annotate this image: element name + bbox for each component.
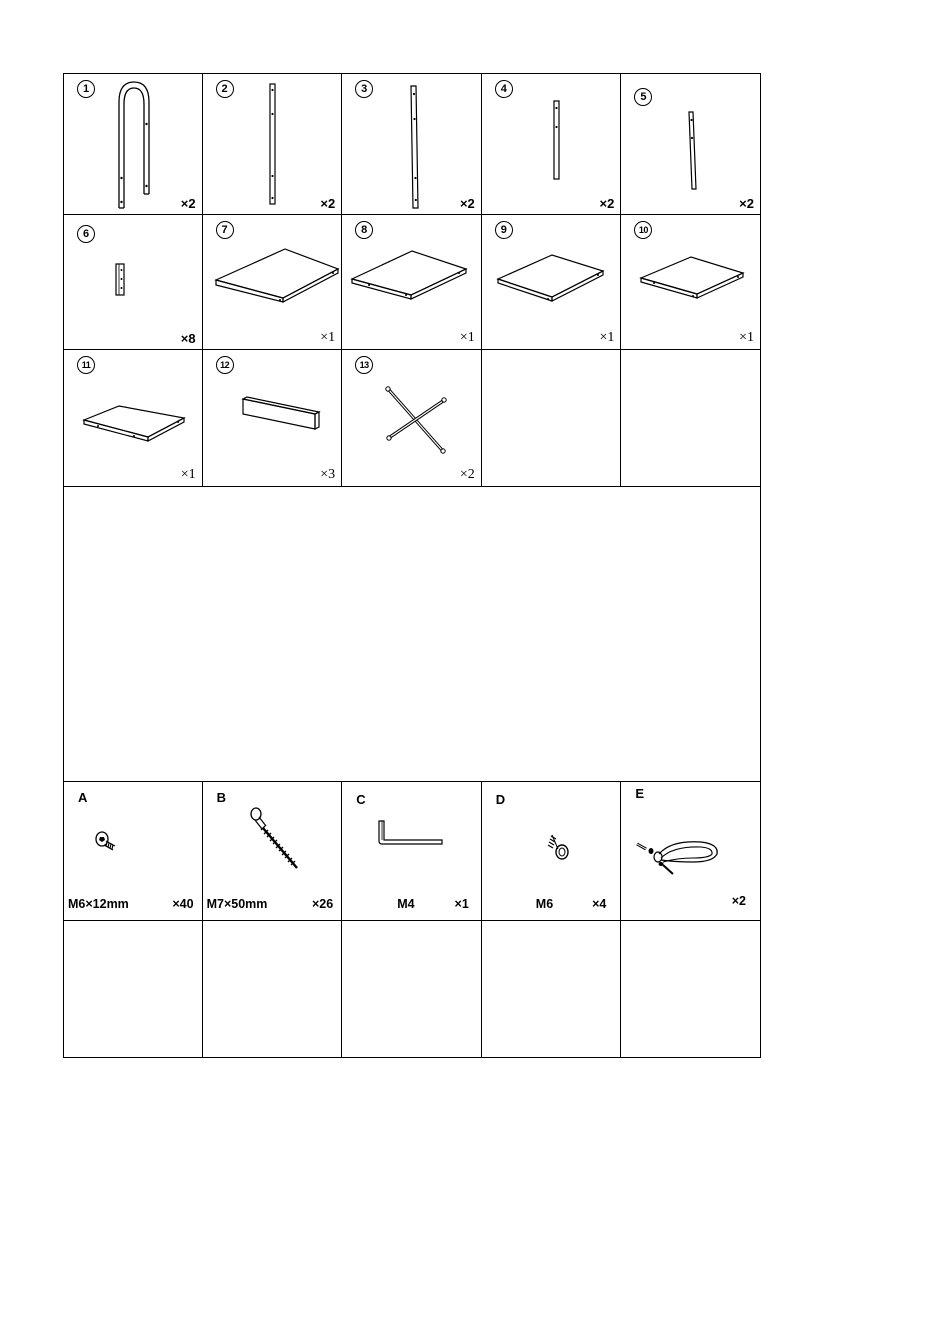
part-number: 8 <box>355 221 373 239</box>
part-number: 7 <box>216 221 234 239</box>
empty-cell <box>482 350 622 486</box>
part-number: 6 <box>77 225 95 243</box>
hardware-cell-c <box>342 782 482 920</box>
part-cell-8 <box>342 215 482 349</box>
empty-cell <box>621 921 761 1057</box>
shelf-panel-icon <box>203 215 342 349</box>
side-board-icon <box>203 350 342 486</box>
blank-area <box>63 487 761 782</box>
hardware-spec: M6 <box>535 897 554 911</box>
hardware-quantity: ×4 <box>592 897 607 911</box>
shelf-panel-icon <box>482 215 621 349</box>
part-cell-6 <box>63 215 203 349</box>
part-quantity: ×1 <box>180 467 196 482</box>
hardware-letter: A <box>78 790 88 805</box>
hardware-quantity: ×1 <box>454 897 469 911</box>
short-tube-icon <box>621 74 760 215</box>
part-quantity: ×2 <box>320 196 336 211</box>
part-cell-12 <box>203 350 343 486</box>
part-cell-10 <box>621 215 761 349</box>
hardware-letter: D <box>495 792 506 807</box>
shelf-panel-icon <box>64 350 203 486</box>
long-tube-icon <box>342 74 481 215</box>
part-quantity: ×2 <box>739 196 754 211</box>
empty-cell <box>621 350 761 486</box>
part-number: 5 <box>634 88 652 106</box>
hardware-spec: M6×12mm <box>68 897 129 911</box>
hardware-cell-d <box>482 782 622 920</box>
hardware-letter: B <box>216 790 226 805</box>
part-quantity: ×8 <box>180 331 196 346</box>
empty-cell <box>63 921 203 1057</box>
part-number: 9 <box>495 221 513 239</box>
empty-cell <box>482 921 622 1057</box>
part-number: 11 <box>77 356 95 374</box>
hardware-cell-e <box>621 782 761 920</box>
long-tube-icon <box>203 74 342 215</box>
part-number: 12 <box>216 356 234 374</box>
part-quantity: ×1 <box>459 330 475 345</box>
parts-row-3 <box>63 350 761 487</box>
part-quantity: ×2 <box>599 196 615 211</box>
part-number: 13 <box>355 356 373 374</box>
part-cell-4 <box>482 74 622 214</box>
part-number: 1 <box>77 80 95 98</box>
part-quantity: ×2 <box>459 196 475 211</box>
blank-row <box>63 921 761 1058</box>
connector-block-icon <box>64 215 203 349</box>
hardware-quantity: ×2 <box>731 894 746 908</box>
part-quantity: ×1 <box>739 330 754 345</box>
shelf-panel-icon <box>621 215 760 349</box>
part-number: 2 <box>216 80 234 98</box>
hardware-cell-a <box>63 782 203 920</box>
hardware-spec: M4 <box>397 897 415 911</box>
part-number: 10 <box>634 221 652 239</box>
part-cell-2 <box>203 74 343 214</box>
part-cell-3 <box>342 74 482 214</box>
hardware-letter: E <box>635 786 645 801</box>
part-quantity: ×1 <box>320 330 336 345</box>
parts-list-sheet <box>63 73 761 1058</box>
part-quantity: ×2 <box>180 196 196 211</box>
hardware-quantity: ×26 <box>311 897 334 911</box>
part-number: 3 <box>355 80 373 98</box>
cross-brace-icon <box>342 350 481 486</box>
part-quantity: ×3 <box>320 467 336 482</box>
hardware-row <box>63 782 761 921</box>
hardware-spec: M7×50mm <box>206 897 268 911</box>
parts-row-2 <box>63 215 761 350</box>
shelf-panel-icon <box>342 215 481 349</box>
part-cell-1 <box>63 74 203 214</box>
hardware-quantity: ×40 <box>172 897 194 911</box>
short-tube-icon <box>482 74 621 215</box>
empty-cell <box>203 921 343 1057</box>
part-quantity: ×1 <box>599 330 615 345</box>
part-cell-7 <box>203 215 343 349</box>
part-cell-9 <box>482 215 622 349</box>
part-cell-5 <box>621 74 761 214</box>
parts-row-1 <box>63 73 761 215</box>
hardware-cell-b <box>203 782 343 920</box>
u-frame-tube-icon <box>64 74 203 215</box>
hardware-letter: C <box>356 792 366 807</box>
part-cell-13 <box>342 350 482 486</box>
part-cell-11 <box>63 350 203 486</box>
empty-cell <box>342 921 482 1057</box>
part-quantity: ×2 <box>459 467 475 482</box>
part-number: 4 <box>495 80 513 98</box>
